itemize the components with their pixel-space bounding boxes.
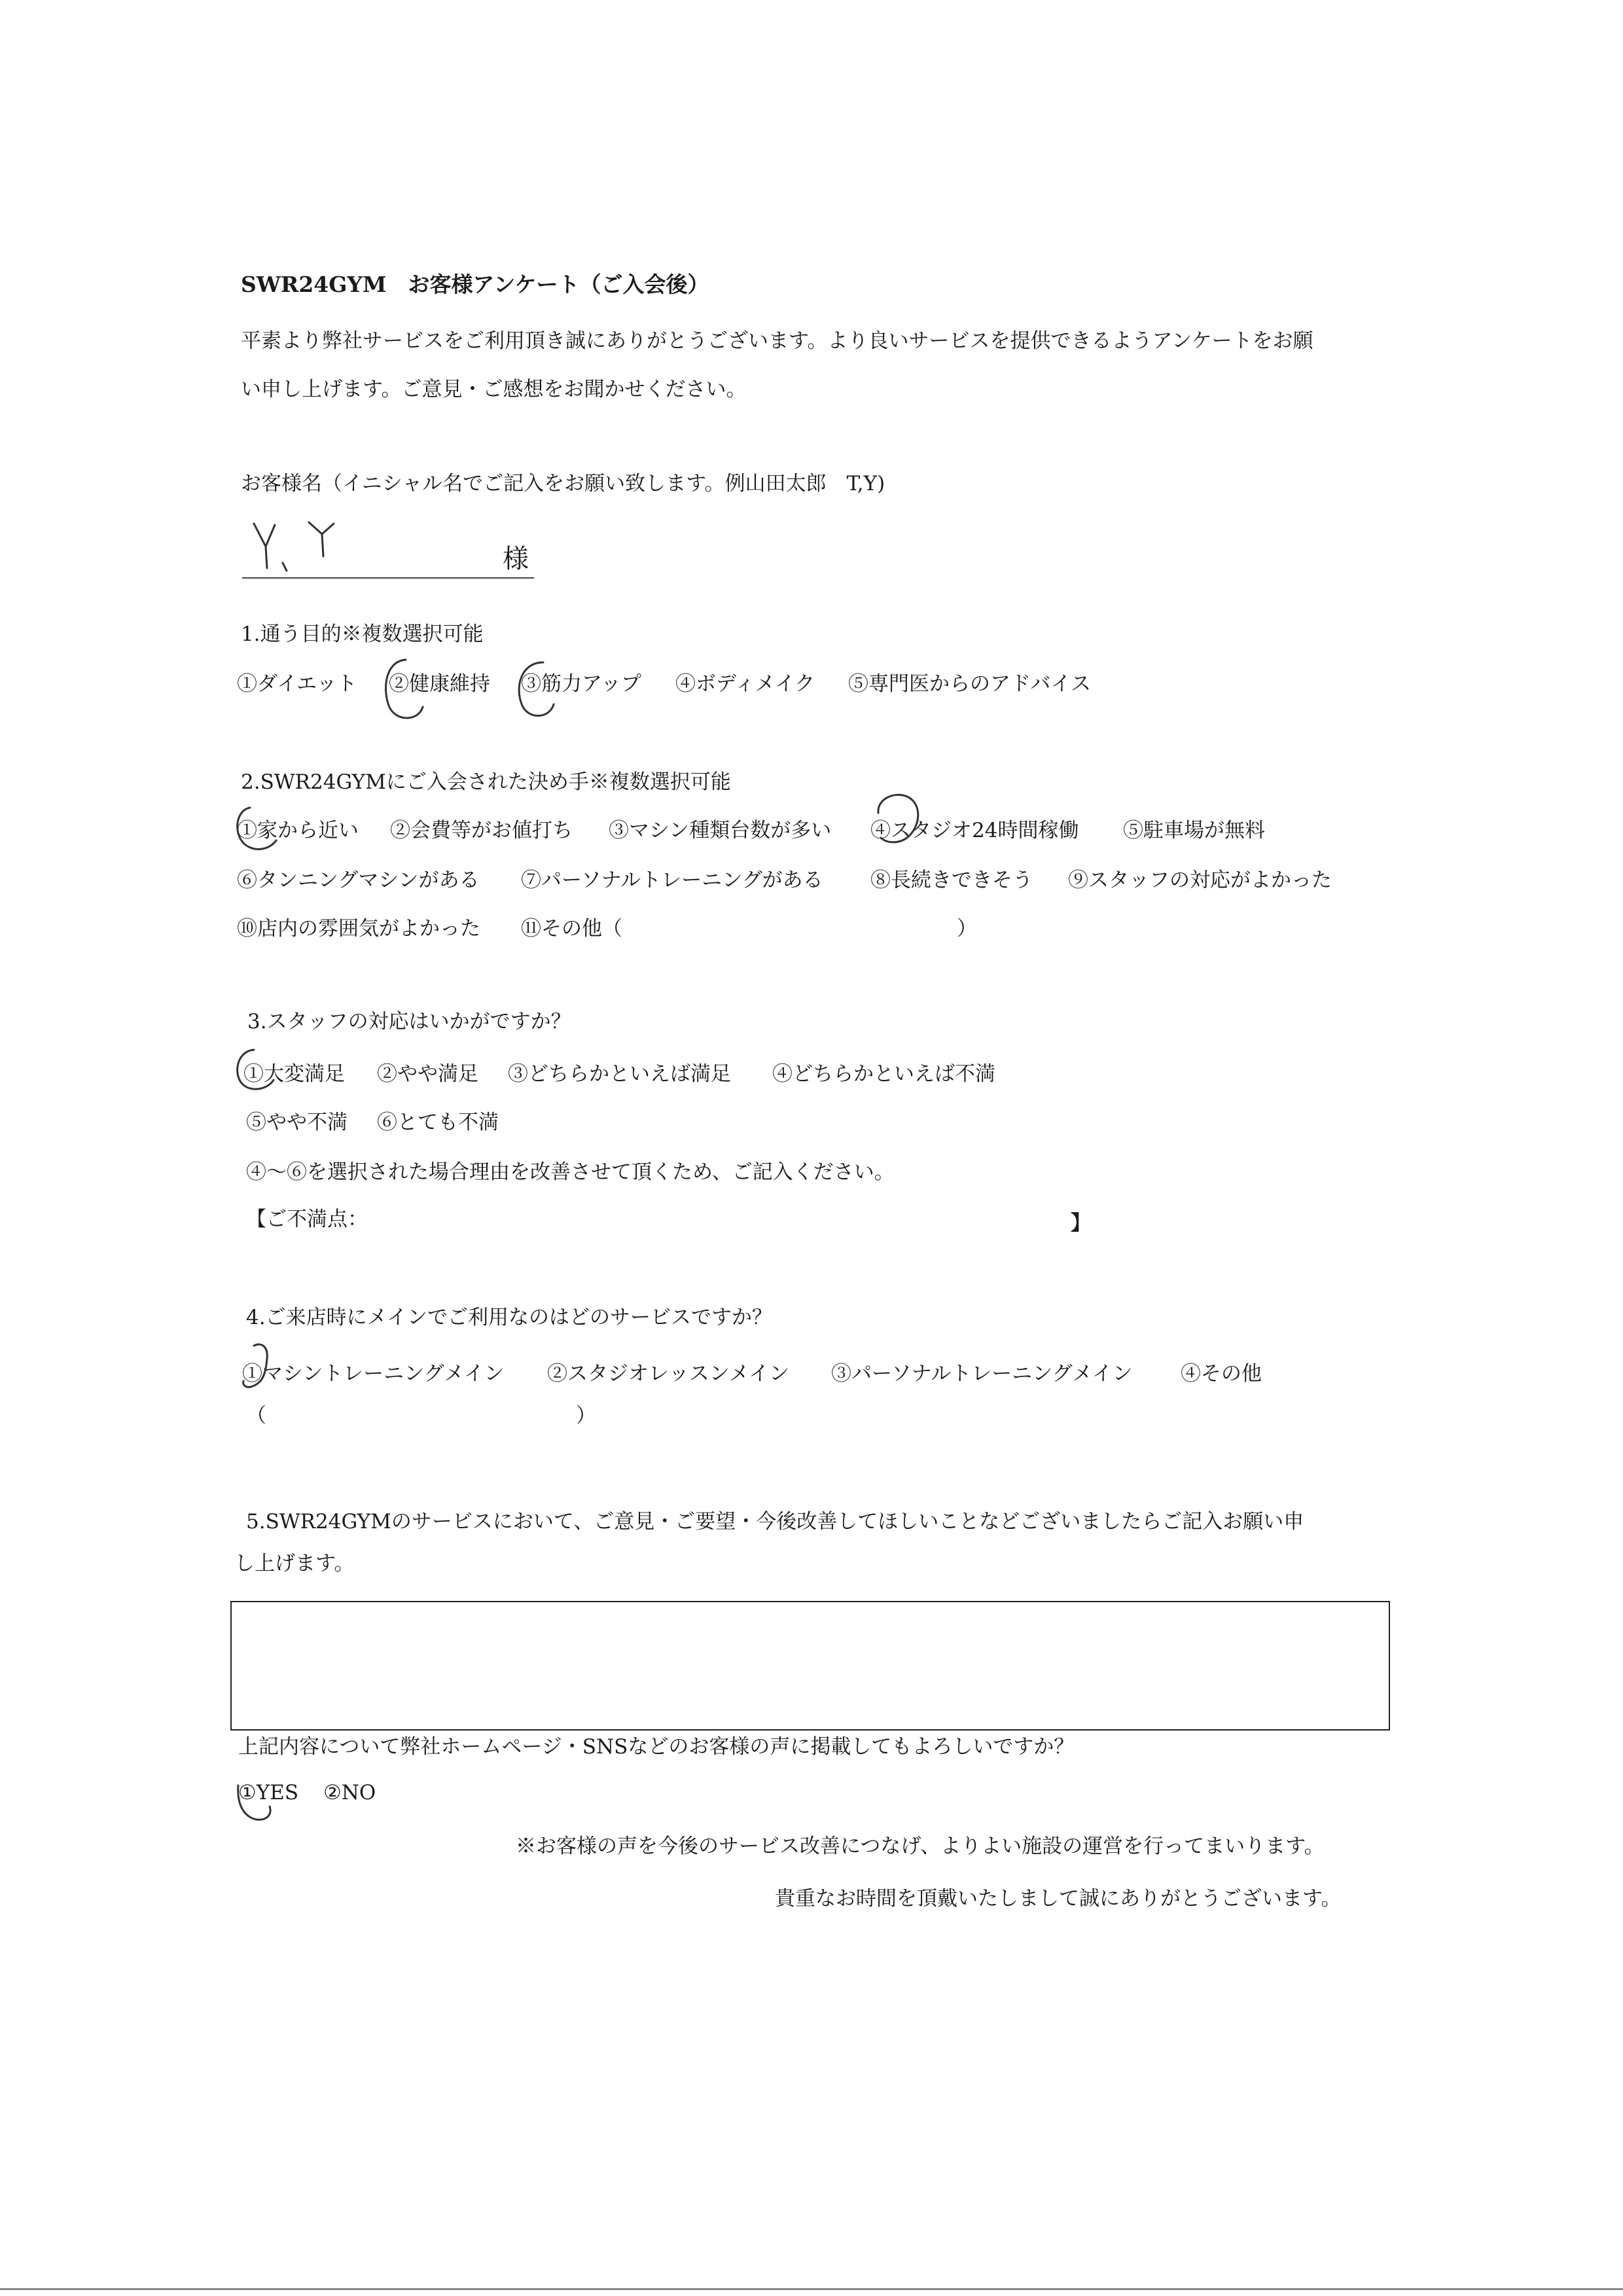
q2-option-2[interactable]: ②会費等がお値打ち	[390, 819, 573, 842]
publish-question: 上記内容について弊社ホームページ・SNSなどのお客様の声に掲載してもよろしいですか？	[238, 1735, 1075, 1759]
q2-option-11[interactable]: ⑪その他（	[521, 917, 622, 941]
q3-option-3[interactable]: ③どちらかといえば満足	[508, 1062, 731, 1086]
q1-option-5[interactable]: ⑤専門医からのアドバイス	[848, 672, 1092, 696]
q2-option-1[interactable]: ①家から近い	[237, 819, 359, 842]
handwritten-initials	[249, 517, 393, 576]
q1-option-2[interactable]: ②健康維持	[389, 672, 490, 696]
complaint-open: 【ご不満点：	[246, 1208, 368, 1231]
q3-heading: 3.スタッフの対応はいかがですか？	[247, 1010, 571, 1033]
q4-option-1[interactable]: ①マシントレーニングメイン	[242, 1362, 505, 1386]
q2-option-9[interactable]: ⑨スタッフの対応がよかった	[1068, 869, 1332, 892]
q2-option-10[interactable]: ⑩店内の雰囲気がよかった	[237, 917, 480, 941]
q1-option-4[interactable]: ④ボディメイク	[675, 672, 815, 696]
q5-line-1: 5.SWR24GYMのサービスにおいて、ご意見・ご要望・今後改善してほしいことなどございましたらご記入お願い申	[246, 1510, 1304, 1534]
q4-option-4[interactable]: ④その他	[1181, 1362, 1262, 1386]
closing-line-1: ※お客様の声を今後のサービス改善につなげ、よりよい施設の運営を行ってまいります。	[516, 1835, 1325, 1858]
q2-option-8[interactable]: ⑧長続きできそう	[870, 869, 1033, 892]
q2-option-4[interactable]: ④スタジオ24時間稼働	[870, 819, 1079, 842]
q2-other-close: ）	[957, 917, 977, 941]
name-label: お客様名（イニシャル名でご記入をお願い致します。例山田太郎 T,Y)	[241, 472, 885, 495]
q3-option-6[interactable]: ⑥とても不満	[377, 1111, 499, 1134]
q3-option-2[interactable]: ②やや満足	[377, 1062, 478, 1086]
intro-line-2: い申し上げます。ご意見・ご感想をお聞かせください。	[241, 378, 747, 401]
q3-option-1[interactable]: ①大変満足	[243, 1062, 345, 1086]
q4-other-open: （	[246, 1404, 266, 1427]
publish-yes[interactable]: ①YES	[238, 1781, 299, 1804]
name-honorific: 様	[503, 544, 529, 574]
q5-line-2: し上げます。	[234, 1552, 355, 1575]
q2-option-7[interactable]: ⑦パーソナルトレーニングがある	[521, 869, 823, 892]
survey-title: SWR24GYM お客様アンケート（ご入会後）	[241, 272, 709, 297]
q3-option-5[interactable]: ⑤やや不満	[246, 1111, 348, 1134]
closing-line-2: 貴重なお時間を頂戴いたしまして誠にありがとうございます。	[775, 1887, 1342, 1910]
q1-option-1[interactable]: ①ダイエット	[237, 672, 357, 696]
q2-heading: 2.SWR24GYMにご入会された決め手※複数選択可能	[241, 770, 731, 794]
publish-no[interactable]: ②NO	[323, 1781, 376, 1804]
feedback-textbox[interactable]	[230, 1601, 1390, 1731]
name-underline	[242, 577, 534, 579]
q4-option-3[interactable]: ③パーソナルトレーニングメイン	[831, 1362, 1133, 1386]
q2-option-3[interactable]: ③マシン種類台数が多い	[609, 819, 832, 842]
intro-line-1: 平素より弊社サービスをご利用頂き誠にありがとうございます。より良いサービスを提供できるようアンケートをお願	[241, 329, 1313, 353]
q1-option-3[interactable]: ③筋力アップ	[521, 672, 641, 696]
q2-option-6[interactable]: ⑥タンニングマシンがある	[237, 869, 480, 892]
scan-edge-line	[0, 2288, 1623, 2290]
q4-option-2[interactable]: ②スタジオレッスンメイン	[547, 1362, 790, 1386]
q3-option-4[interactable]: ④どちらかといえば不満	[772, 1062, 995, 1086]
q4-other-close: ）	[576, 1404, 596, 1427]
q1-heading: 1.通う目的※複数選択可能	[241, 622, 484, 646]
complaint-close: 】	[1071, 1211, 1091, 1235]
q2-option-5[interactable]: ⑤駐車場が無料	[1123, 819, 1265, 842]
q4-heading: 4.ご来店時にメインでご利用なのはどのサービスですか？	[246, 1306, 772, 1329]
q3-note: ④〜⑥を選択された場合理由を改善させて頂くため、ご記入ください。	[246, 1160, 895, 1184]
